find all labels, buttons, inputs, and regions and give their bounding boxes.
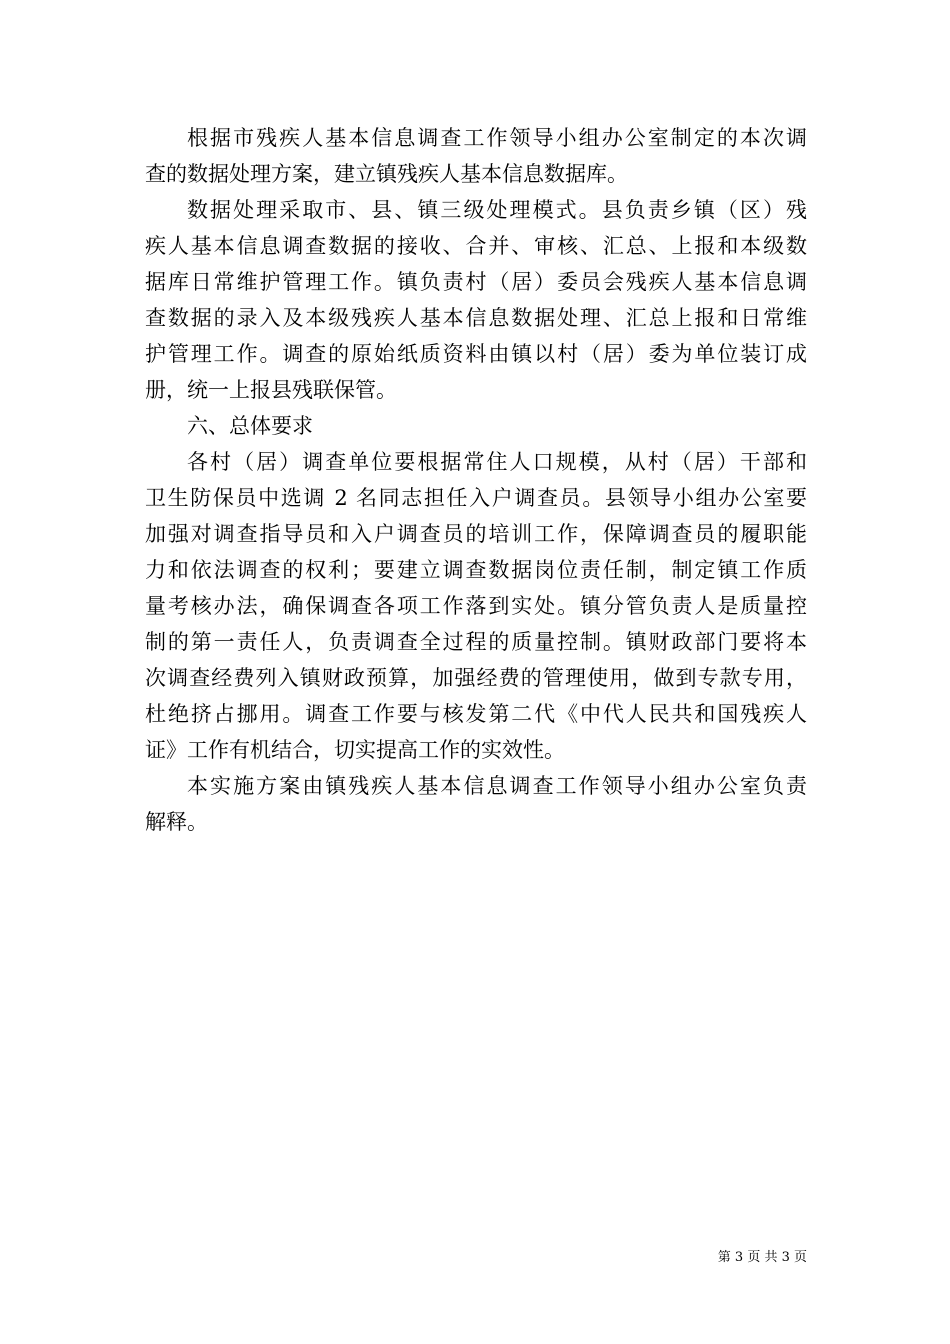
paragraph-line: 护管理工作。调查的原始纸质资料由镇以村（居）委为单位装订成 [145, 342, 807, 366]
page-number-footer: 第 3 页 共 3 页 [717, 1250, 807, 1265]
paragraph-line: 量考核办法，确保调查各项工作落到实处。镇分管负责人是质量控 [145, 594, 807, 618]
paragraph [145, 768, 807, 840]
paragraph-line: 卫生防保员中选调 2 名同志担任入户调查员。县领导小组办公室要 [145, 486, 807, 510]
paragraph [145, 408, 807, 444]
paragraph [145, 444, 807, 768]
document-body [145, 120, 807, 840]
paragraph-line: 证》工作有机结合，切实提高工作的实效性。 [145, 738, 565, 762]
paragraph-line: 根据市残疾人基本信息调查工作领导小组办公室制定的本次调 [187, 126, 807, 150]
paragraph-line: 据库日常维护管理工作。镇负责村（居）委员会残疾人基本信息调 [145, 270, 807, 294]
paragraph [145, 192, 807, 408]
paragraph-line: 次调查经费列入镇财政预算，加强经费的管理使用，做到专款专用， [145, 666, 807, 690]
paragraph-line: 各村（居）调查单位要根据常住人口规模，从村（居）干部和 [187, 450, 807, 474]
paragraph-line: 查数据的录入及本级残疾人基本信息数据处理、汇总上报和日常维 [145, 306, 807, 330]
paragraph [145, 120, 807, 192]
paragraph-line: 本实施方案由镇残疾人基本信息调查工作领导小组办公室负责 [187, 774, 807, 798]
paragraph-line: 加强对调查指导员和入户调查员的培训工作，保障调查员的履职能 [145, 522, 807, 546]
paragraph-line: 数据处理采取市、县、镇三级处理模式。县负责乡镇（区）残 [187, 198, 807, 222]
paragraph-line: 力和依法调查的权利；要建立调查数据岗位责任制，制定镇工作质 [145, 558, 807, 582]
paragraph-line: 查的数据处理方案，建立镇残疾人基本信息数据库。 [145, 162, 628, 186]
paragraph-line: 疾人基本信息调查数据的接收、合并、审核、汇总、上报和本级数 [145, 234, 807, 258]
paragraph-line: 制的第一责任人，负责调查全过程的质量控制。镇财政部门要将本 [145, 630, 807, 654]
paragraph-line: 解释。 [145, 810, 208, 834]
paragraph-line: 杜绝挤占挪用。调查工作要与核发第二代《中代人民共和国残疾人 [145, 702, 807, 726]
paragraph-line: 册，统一上报县残联保管。 [145, 378, 397, 402]
paragraph-line: 六、总体要求 [187, 414, 313, 438]
